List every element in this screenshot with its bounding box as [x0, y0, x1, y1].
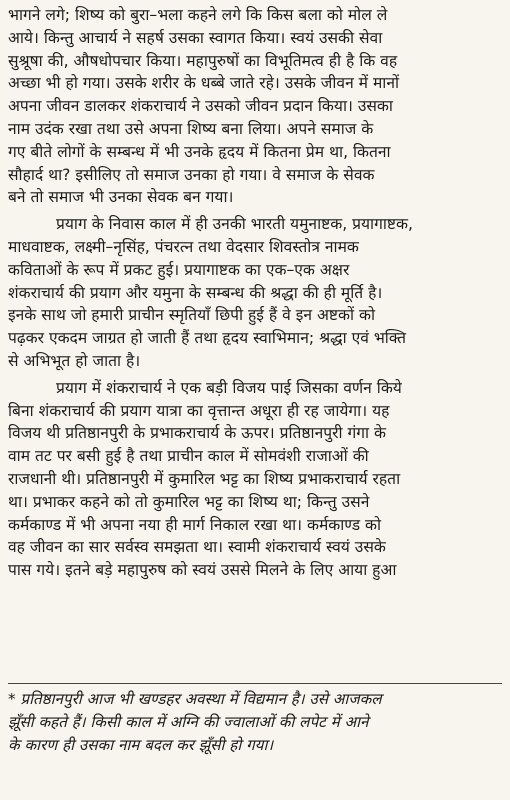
- text-line: गए बीते लोगों के सम्बन्ध में भी उनके हृदय में कितना प्रेम था, कितना: [8, 142, 391, 161]
- page-body: [8, 4, 502, 582]
- text-line: सुश्रूषा की, औषधोपचार किया। महापुरुषों का विभूतिमत्व ही है कि वह: [8, 51, 398, 70]
- text-line: पास गये। इतने बड़े महापुरुष को स्वयं उससे मिलने के लिए आया हुआ: [8, 561, 397, 580]
- text-line: अच्छा भी हो गया। उसके शरीर के धब्बे जाते रहे। उसके जीवन में मानों: [8, 74, 400, 93]
- text-line: से अभिभूत हो जाता है।: [8, 351, 141, 370]
- footnote-line: * प्रतिष्ठानपुरी आज भी खण्डहर अवस्था में विद्यमान है। उसे आजकल: [8, 690, 382, 708]
- text-line: वह जीवन का सार सर्वस्व समझता था। स्वामी शंकराचार्य स्वयं उसके: [8, 538, 386, 557]
- text-line: बिना शंकराचार्य की प्रयाग यात्रा का वृत्तान्त अधूरा ही रह जायेगा। यह: [8, 401, 390, 420]
- text-line: सौहार्द था? इसीलिए तो समाज उनका हो गया। वे समाज के सेवक: [8, 165, 375, 184]
- text-line: वाम तट पर बसी हुई है तथा प्राचीन काल में सोमवंशी राजाओं की: [8, 447, 369, 466]
- text-line: शंकराचार्य की प्रयाग और यमुना के सम्बन्ध की श्रद्धा की ही मूर्ति है।: [8, 283, 383, 302]
- text-line: आये। किन्तु आचार्य ने सहर्ष उसका स्वागत किया। स्वयं उसकी सेवा: [8, 28, 383, 47]
- text-line: इनके साथ जो हमारी प्राचीन स्मृतियाँ छिपी हुई हैं वे इन अष्टकों को: [8, 306, 376, 325]
- text-line: पढ़कर एकदम जाग्रत हो जाती हैं तथा हृदय स्वाभिमान; श्रद्धा एवं भक्ति: [8, 329, 407, 348]
- paragraph-2: [8, 213, 502, 373]
- text-line: नाम उदंक रखा तथा उसे अपना शिष्य बना लिया। अपने समाज के: [8, 119, 374, 138]
- paragraph-1: [8, 4, 502, 209]
- text-line: विजय थी प्रतिष्ठानपुरी के प्रभाकराचार्य के ऊपर। प्रतिष्ठानपुरी गंगा के: [8, 424, 387, 443]
- footnote-divider: [8, 683, 502, 684]
- text-line: राजधानी थी। प्रतिष्ठानपुरी में कुमारिल भट्ट का शिष्य प्रभाकराचार्य रहता: [8, 469, 401, 488]
- text-line: भागने लगे; शिष्य को बुरा–भला कहने लगे कि किस बला को मोल ले: [8, 6, 388, 24]
- footnote: [8, 688, 502, 757]
- text-line: माधवाष्टक, लक्ष्मी–नृसिंह, पंचरत्न तथा वेदसार शिवस्तोत्र नामक: [8, 237, 359, 256]
- text-line: था। प्रभाकर कहने को तो कुमारिल भट्ट का शिष्य था; किन्तु उसने: [8, 492, 370, 511]
- paragraph-3: [8, 377, 502, 582]
- text-line: बने तो समाज भी उनका सेवक बन गया।: [8, 188, 234, 207]
- text-line: अपना जीवन डालकर शंकराचार्य ने उसको जीवन प्रदान किया। उसका: [8, 97, 393, 116]
- text-line: कविताओं के रूप में प्रकट हुई। प्रयागाष्टक का एक–एक अक्षर: [8, 260, 350, 279]
- footnote-line: के कारण ही उसका नाम बदल कर झूँसी हो गया।: [8, 736, 274, 754]
- text-line: प्रयाग में शंकराचार्य ने एक बड़ी विजय पाई जिसका वर्णन किये: [56, 378, 402, 397]
- footnote-line: झूँसी कहते हैं। किसी काल में अग्नि की ज्वालाओं की लपेट में आने: [8, 713, 369, 731]
- text-line: प्रयाग के निवास काल में ही उनकी भारती यमुनाष्टक, प्रयागाष्टक,: [56, 215, 413, 234]
- text-line: कर्मकाण्ड में भी अपना नया ही मार्ग निकाल रखा था। कर्मकाण्ड को: [8, 515, 382, 534]
